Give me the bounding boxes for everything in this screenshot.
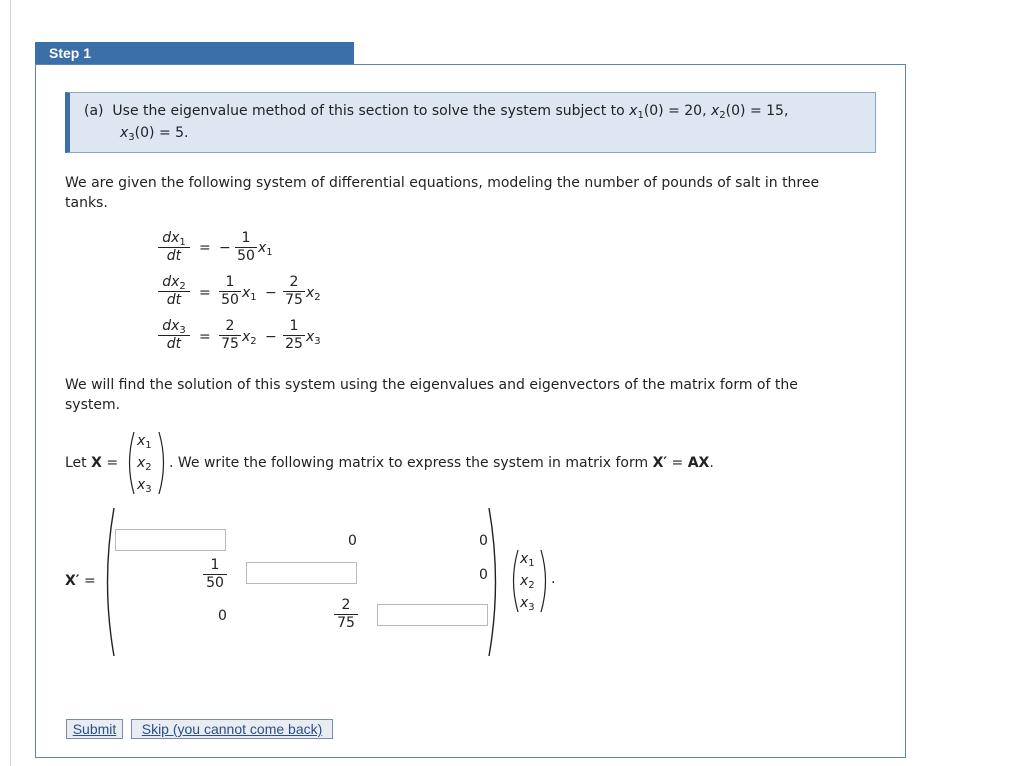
rhs-vector-left-paren bbox=[508, 548, 520, 614]
lhs-dx1-dt: $dx_1$ dt bbox=[158, 230, 190, 265]
skip-button[interactable]: Skip (you cannot come back) bbox=[131, 719, 333, 739]
matrix-a32: 2 75 bbox=[334, 597, 358, 632]
frac-1-50: 1 50 bbox=[235, 230, 257, 265]
rhs-x2: $x_2$ bbox=[520, 573, 535, 591]
term-x2: $x_2$ bbox=[306, 285, 321, 303]
question-line-2: $x_3(0) = 5$. bbox=[120, 125, 189, 143]
matrix-a12: 0 bbox=[348, 533, 357, 549]
step-panel bbox=[35, 64, 906, 758]
matrix-a21: 1 50 bbox=[203, 557, 227, 592]
lhs-dx3-dt: $dx_3$ dt bbox=[158, 318, 190, 353]
vec-x3: $x_3$ bbox=[137, 477, 152, 495]
minus-1: − bbox=[219, 240, 231, 256]
matrix-a23: 0 bbox=[479, 567, 488, 583]
let-x-label: Let X = bbox=[65, 455, 119, 471]
question-label: (a) bbox=[84, 103, 104, 119]
step-header: Step 1 bbox=[35, 42, 354, 64]
matrix-form-sentence: . We write the following matrix to express the system in matrix form X′ = AX. bbox=[169, 455, 714, 471]
frac-2-75-b: 2 75 bbox=[219, 318, 241, 353]
term-x1-b: $x_1$ bbox=[242, 285, 257, 303]
explain-line-2: system. bbox=[65, 397, 121, 413]
explain-line-1: We will find the solution of this system using the eigenvalues and eigenvectors of the matrix form of the bbox=[65, 377, 798, 393]
matrix-a13: 0 bbox=[479, 533, 488, 549]
term-x1: $x_1$ bbox=[258, 240, 273, 258]
term-x3: $x_3$ bbox=[306, 329, 321, 347]
vector-left-paren bbox=[124, 430, 136, 496]
question-text: Use the eigenvalue method of this section to solve the system subject to bbox=[112, 103, 625, 119]
term-x2-b: $x_2$ bbox=[242, 329, 257, 347]
rhs-x3: $x_3$ bbox=[520, 595, 535, 613]
vec-x1: $x_1$ bbox=[137, 433, 152, 451]
vec-x2: $x_2$ bbox=[137, 455, 152, 473]
vector-right-paren bbox=[157, 430, 169, 496]
lhs-dx2-dt: $dx_2$ dt bbox=[158, 274, 190, 309]
equals-1: = bbox=[199, 240, 211, 256]
matrix-right-paren bbox=[487, 506, 503, 658]
submit-button[interactable]: Submit bbox=[66, 719, 123, 739]
rhs-vector-right-paren bbox=[539, 548, 551, 614]
intro-line-1: We are given the following system of differential equations, modeling the number of pounds of salt in three bbox=[65, 175, 820, 191]
matrix-period: . bbox=[551, 571, 556, 587]
matrix-input-a33[interactable] bbox=[377, 604, 488, 626]
matrix-input-a11[interactable] bbox=[115, 529, 226, 551]
minus-3: − bbox=[265, 329, 277, 345]
equals-3: = bbox=[199, 329, 211, 345]
minus-2: − bbox=[265, 285, 277, 301]
rhs-x1: $x_1$ bbox=[520, 551, 535, 569]
matrix-a31: 0 bbox=[218, 608, 227, 624]
matrix-lhs: X′ = bbox=[65, 573, 96, 589]
intro-line-2: tanks. bbox=[65, 195, 108, 211]
equals-2: = bbox=[199, 285, 211, 301]
frac-1-25: 1 25 bbox=[283, 318, 305, 353]
frac-2-75: 2 75 bbox=[283, 274, 305, 309]
page-left-border bbox=[10, 0, 11, 766]
frac-1-50-b: 1 50 bbox=[219, 274, 241, 309]
question-line-1: (a) Use the eigenvalue method of this section to solve the system subject to $x_1(0) = 20$, $x_2(0) = 15$, bbox=[84, 103, 789, 121]
matrix-input-a22[interactable] bbox=[246, 562, 357, 584]
matrix-left-paren bbox=[100, 506, 116, 658]
